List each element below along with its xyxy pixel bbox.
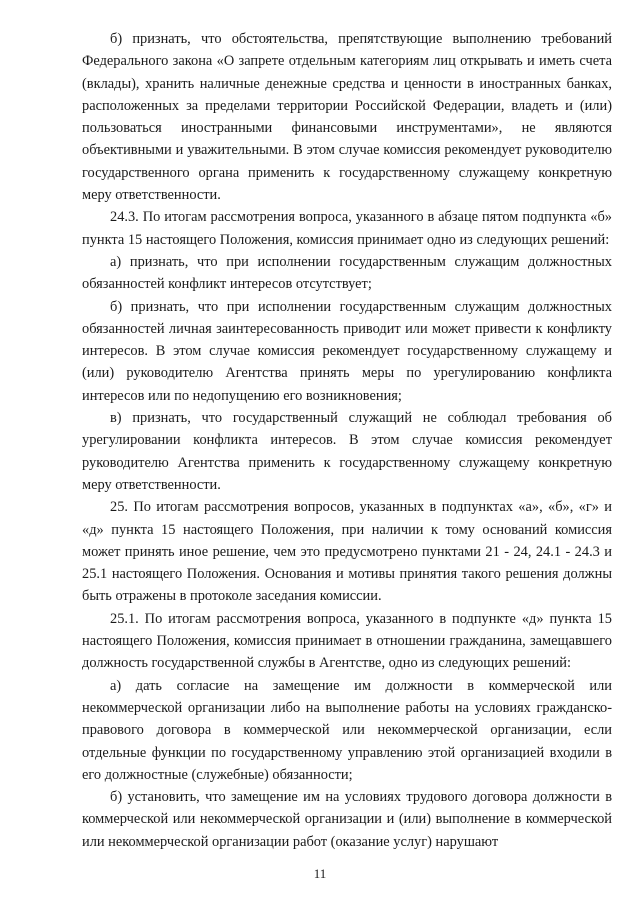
document-page	[82, 28, 612, 853]
paragraph-25-1-a: а) дать согласие на замещение им должности в коммерческой или некоммерческой организации либо на выполнение работы на условиях гражданско-правового договора в коммерческой или некоммерческой организации, если отдельные функции по государственному управлению этой организацией входили в его должностные (служебные) обязанности;	[82, 677, 612, 783]
paragraph-25: 25. По итогам рассмотрения вопросов, указанных в подпунктах «а», «б», «г» и «д» пункта 15 настоящего Положения, при наличии к тому оснований комиссия может принять иное решение, чем это предусмотрено пунктами 21 - 24, 24.1 - 24.3 и 25.1 настоящего Положения. Основания и мотивы принятия такого решения должны быть отражены в протоколе заседания комиссии.	[82, 499, 612, 605]
paragraph-b-foreign-assets: б) признать, что обстоятельства, препятствующие выполнению требований Федерального закона «О запрете отдельным категориям лиц открывать и иметь счета (вклады), хранить наличные денежные средства и ценности в иностранных банках, расположенных за пределами территории Российской Федерации, владеть и (или) пользоваться иностранными финансовыми инструментами», не являются объективными и уважительными. В этом случае комиссия рекомендует руководителю государственного органа применить к государственному служащему конкретную меру ответственности.	[82, 31, 612, 204]
paragraph-24-3: 24.3. По итогам рассмотрения вопроса, указанного в абзаце пятом подпункта «б» пункта 15 настоящего Положения, комиссия принимает одно из следующих решений:	[82, 209, 612, 248]
page-number: 11	[313, 866, 327, 881]
paragraph-24-3-v: в) признать, что государственный служащий не соблюдал требования об урегулировании конфликта интересов. В этом случае комиссия рекомендует руководителю Агентства применить к государственному служащему конкретную меру ответственности.	[82, 410, 612, 493]
paragraph-25-1-b: б) установить, что замещение им на условиях трудового договора должности в коммерческой или некоммерческой организации и (или) выполнение в коммерческой или некоммерческой организации работ (оказание услуг) нарушают	[82, 789, 612, 850]
paragraph-24-3-a: а) признать, что при исполнении государственным служащим должностных обязанностей конфликт интересов отсутствует;	[82, 253, 612, 293]
paragraph-25-1: 25.1. По итогам рассмотрения вопроса, указанного в подпункте «д» пункта 15 настоящего Положения, комиссия принимает в отношении гражданина, замещавшего должность государственной службы в Агентстве, одно из следующих решений:	[82, 610, 612, 672]
paragraph-24-3-b: б) признать, что при исполнении государственным служащим должностных обязанностей личная заинтересованность приводит или может привести к конфликту интересов. В этом случае комиссия рекомендует государственному служащему и (или) руководителю Агентства принять меры по урегулированию конфликта интересов или по недопущению его возникновения;	[82, 298, 612, 404]
